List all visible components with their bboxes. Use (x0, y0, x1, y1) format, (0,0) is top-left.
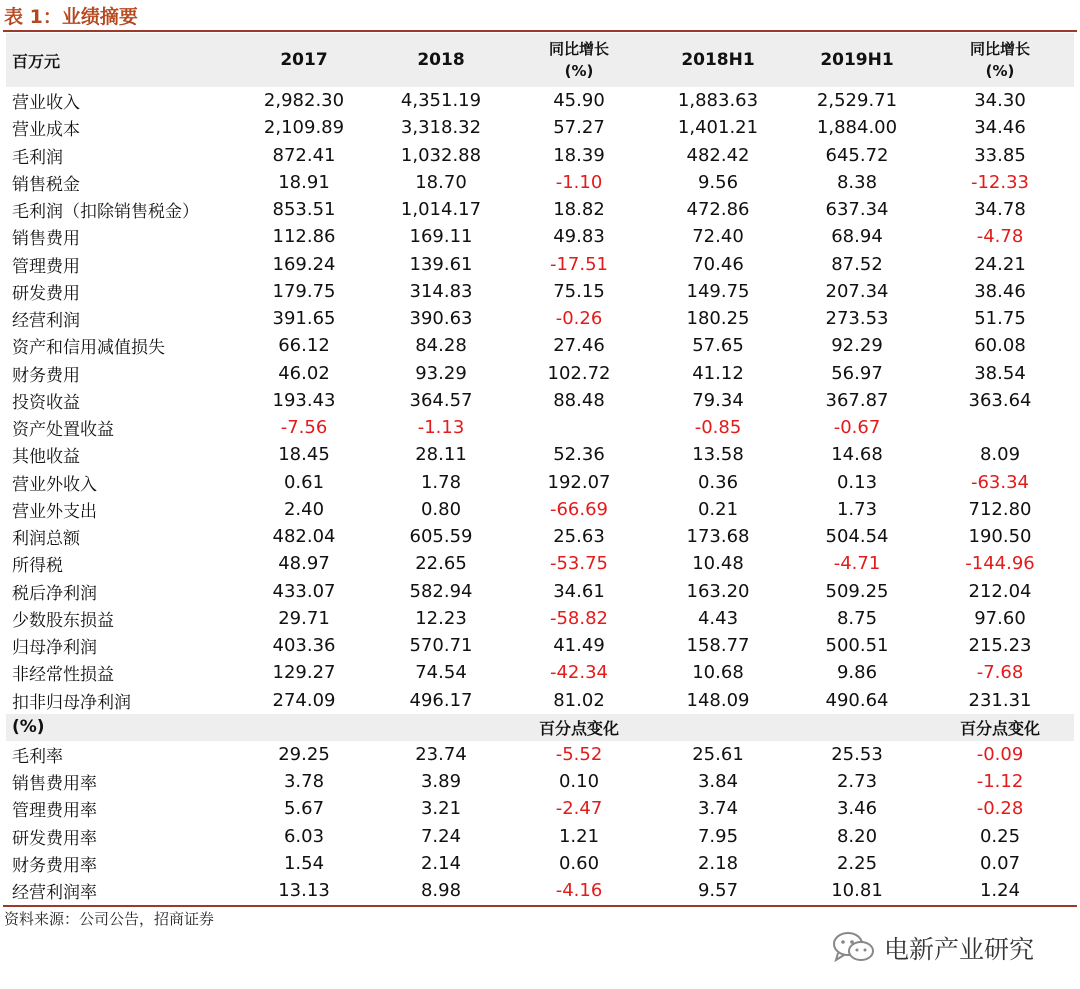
table-title: 表 1：业绩摘要 (4, 6, 138, 28)
cell-value: -1.13 (417, 417, 465, 439)
cell-value: 8.98 (420, 880, 462, 902)
cell-value: -0.09 (976, 743, 1024, 765)
cell-value: 57.65 (692, 335, 744, 357)
cell-value: 66.12 (278, 335, 330, 357)
cell-value: 23.74 (415, 743, 467, 765)
cell-value: 72.40 (692, 226, 744, 248)
subheader-row (6, 714, 1074, 741)
cell-value: 139.61 (409, 253, 473, 275)
cell-value: -7.56 (280, 417, 328, 439)
cell-value: 75.15 (553, 280, 605, 302)
cell-value: 8.38 (836, 171, 878, 193)
cell-value: 25.61 (692, 743, 744, 765)
table-row (6, 741, 1074, 768)
table-row (6, 251, 1074, 278)
row-label: 财务费用 (12, 365, 80, 386)
cell-value: 192.07 (547, 471, 611, 493)
row-label: 财务费用率 (12, 855, 97, 876)
cell-value: 1,883.63 (677, 90, 759, 112)
row-label: 销售费用率 (12, 774, 97, 795)
cell-value: 41.49 (553, 635, 605, 657)
header-h1-yoy-unit: (%) (985, 62, 1015, 80)
watermark (832, 930, 1034, 966)
cell-value: -7.68 (976, 662, 1024, 684)
cell-value: 129.27 (272, 662, 336, 684)
header-yoy-label: 同比增长 (548, 40, 609, 58)
cell-value: 2,529.71 (816, 90, 898, 112)
subheader-label: (%) (12, 717, 45, 738)
row-label: 其他收益 (12, 447, 80, 468)
header-h1-yoy-label: 同比增长 (969, 40, 1030, 58)
row-label: 营业收入 (12, 93, 80, 114)
cell-value: 51.75 (974, 308, 1026, 330)
table-row (6, 768, 1074, 795)
cell-value: 504.54 (825, 526, 889, 548)
cell-value: 207.34 (825, 280, 889, 302)
subheader-cell: 百分点变化 (959, 718, 1040, 738)
row-label: 资产处置收益 (12, 420, 114, 441)
table-row (6, 687, 1074, 714)
cell-value: 18.39 (553, 144, 605, 166)
cell-value: 2,982.30 (263, 90, 345, 112)
cell-value: 18.82 (553, 199, 605, 221)
cell-value: 2.18 (697, 852, 739, 874)
cell-value: 2.73 (836, 771, 878, 793)
cell-value: 3.21 (420, 798, 462, 820)
table-row (6, 605, 1074, 632)
cell-value: 46.02 (278, 362, 330, 384)
cell-value: 872.41 (272, 144, 336, 166)
table-row (6, 823, 1074, 850)
cell-value: 10.68 (692, 662, 744, 684)
cell-value: 87.52 (831, 253, 883, 275)
cell-value: 1.54 (283, 852, 325, 874)
row-label: 非经常性损益 (12, 665, 114, 686)
earnings-summary-table (6, 33, 1074, 904)
bottom-divider (3, 905, 1077, 907)
cell-value: 482.04 (272, 526, 336, 548)
header-col-2017: 2017 (280, 50, 328, 70)
cell-value: 7.95 (697, 825, 739, 847)
cell-value: 367.87 (825, 389, 889, 411)
cell-value: 1,032.88 (400, 144, 482, 166)
cell-value: -63.34 (970, 471, 1030, 493)
cell-value: -58.82 (549, 607, 609, 629)
table-row (6, 305, 1074, 332)
cell-value: 193.43 (272, 389, 336, 411)
cell-value: 38.46 (974, 280, 1026, 302)
cell-value: 68.94 (831, 226, 883, 248)
cell-value: 2.14 (420, 852, 462, 874)
cell-value: 2.25 (836, 852, 878, 874)
cell-value: 7.24 (420, 825, 462, 847)
row-label: 销售费用 (12, 229, 80, 250)
table-row (6, 278, 1074, 305)
row-label: 毛利润（扣除销售税金） (12, 202, 199, 223)
cell-value: 490.64 (825, 689, 889, 711)
cell-value: 314.83 (409, 280, 473, 302)
cell-value: -0.28 (976, 798, 1024, 820)
cell-value: 81.02 (553, 689, 605, 711)
cell-value: 190.50 (968, 526, 1032, 548)
cell-value: 0.60 (558, 852, 600, 874)
cell-value: 645.72 (825, 144, 889, 166)
cell-value: -4.16 (555, 880, 603, 902)
cell-value: -0.85 (694, 417, 742, 439)
cell-value: 582.94 (409, 580, 473, 602)
cell-value: 391.65 (272, 308, 336, 330)
title-divider (3, 30, 1077, 32)
cell-value: 3.84 (697, 771, 739, 793)
cell-value: 148.09 (686, 689, 750, 711)
table-row (6, 632, 1074, 659)
cell-value: 22.65 (415, 553, 467, 575)
cell-value: 70.46 (692, 253, 744, 275)
row-label: 毛利率 (12, 746, 63, 767)
cell-value: 25.53 (831, 743, 883, 765)
cell-value: -4.71 (833, 553, 881, 575)
row-label: 管理费用率 (12, 801, 97, 822)
cell-value: 48.97 (278, 553, 330, 575)
source-note: 资料来源：公司公告，招商证券 (4, 910, 215, 928)
cell-value: 0.80 (420, 498, 462, 520)
cell-value: 212.04 (968, 580, 1032, 602)
cell-value: 12.23 (415, 607, 467, 629)
cell-value: 605.59 (409, 526, 473, 548)
cell-value: 1.21 (558, 825, 600, 847)
table-row (6, 142, 1074, 169)
cell-value: 34.61 (553, 580, 605, 602)
row-label: 营业外收入 (12, 474, 97, 495)
table-row (6, 850, 1074, 877)
row-label: 毛利润 (12, 147, 63, 168)
table-row (6, 877, 1074, 904)
cell-value: 18.91 (278, 171, 330, 193)
cell-value: 28.11 (415, 444, 467, 466)
cell-value: 1.24 (979, 880, 1021, 902)
row-label: 经营利润 (12, 311, 80, 332)
cell-value: -42.34 (549, 662, 609, 684)
cell-value: 149.75 (686, 280, 750, 302)
cell-value: 24.21 (974, 253, 1026, 275)
cell-value: 496.17 (409, 689, 473, 711)
cell-value: 102.72 (547, 362, 611, 384)
cell-value: 92.29 (831, 335, 883, 357)
cell-value: 215.23 (968, 635, 1032, 657)
cell-value: 33.85 (974, 144, 1026, 166)
cell-value: 41.12 (692, 362, 744, 384)
cell-value: -1.12 (976, 771, 1024, 793)
row-label: 利润总额 (12, 529, 80, 550)
row-label: 所得税 (12, 556, 63, 577)
row-label: 少数股东损益 (12, 610, 114, 631)
cell-value: 509.25 (825, 580, 889, 602)
cell-value: 231.31 (968, 689, 1032, 711)
table-row (6, 196, 1074, 223)
cell-value: -1.10 (555, 171, 603, 193)
cell-value: 10.81 (831, 880, 883, 902)
table-row (6, 496, 1074, 523)
wechat-icon (832, 930, 876, 966)
cell-value: 1,014.17 (400, 199, 482, 221)
cell-value: 1,884.00 (816, 117, 898, 139)
cell-value: 9.86 (836, 662, 878, 684)
cell-value: 273.53 (825, 308, 889, 330)
row-label: 经营利润率 (12, 883, 97, 904)
cell-value: 0.36 (697, 471, 739, 493)
row-label: 归母净利润 (12, 638, 97, 659)
cell-value: 6.03 (283, 825, 325, 847)
header-yoy-unit: (%) (564, 62, 594, 80)
row-label: 研发费用率 (12, 828, 97, 849)
cell-value: -2.47 (555, 798, 603, 820)
cell-value: 1.78 (420, 471, 462, 493)
cell-value: 52.36 (553, 444, 605, 466)
row-label: 营业成本 (12, 120, 80, 141)
cell-value (926, 414, 1074, 441)
cell-value: 570.71 (409, 635, 473, 657)
cell-value: 364.57 (409, 389, 473, 411)
cell-value: 0.25 (979, 825, 1021, 847)
subheader-cell: 百分点变化 (538, 718, 619, 738)
cell-value: 5.67 (283, 798, 325, 820)
cell-value: 2,109.89 (263, 117, 345, 139)
cell-value: 8.20 (836, 825, 878, 847)
cell-value: 3.89 (420, 771, 462, 793)
cell-value: 29.25 (278, 743, 330, 765)
header-col-2018: 2018 (417, 50, 465, 70)
cell-value: 390.63 (409, 308, 473, 330)
table-row (6, 578, 1074, 605)
table-row (6, 169, 1074, 196)
row-label: 管理费用 (12, 256, 80, 277)
cell-value: 0.61 (283, 471, 325, 493)
header-col-2019h1: 2019H1 (820, 50, 894, 70)
cell-value: 34.78 (974, 199, 1026, 221)
watermark-text: 电新产业研究 (884, 935, 1035, 964)
cell-value: 163.20 (686, 580, 750, 602)
table-header-row (6, 33, 1074, 87)
cell-value: 13.58 (692, 444, 744, 466)
cell-value: 180.25 (686, 308, 750, 330)
cell-value: 1.73 (836, 498, 878, 520)
cell-value: 0.10 (558, 771, 600, 793)
cell-value: 13.13 (278, 880, 330, 902)
cell-value: 45.90 (553, 90, 605, 112)
row-label: 税后净利润 (12, 583, 97, 604)
cell-value: 482.42 (686, 144, 750, 166)
table-row (6, 223, 1074, 250)
cell-value: 0.21 (697, 498, 739, 520)
cell-value: 179.75 (272, 280, 336, 302)
cell-value: -66.69 (549, 498, 609, 520)
cell-value: -144.96 (965, 553, 1035, 575)
cell-value: 3.78 (283, 771, 325, 793)
subheader-cell (236, 714, 372, 741)
cell-value: 0.13 (836, 471, 878, 493)
cell-value: 97.60 (974, 607, 1026, 629)
table-row (6, 414, 1074, 441)
cell-value: 84.28 (415, 335, 467, 357)
cell-value: 712.80 (968, 498, 1032, 520)
cell-value: 472.86 (686, 199, 750, 221)
cell-value: 29.71 (278, 607, 330, 629)
cell-value: 158.77 (686, 635, 750, 657)
cell-value: 49.83 (553, 226, 605, 248)
row-label: 扣非归母净利润 (12, 692, 131, 713)
table-row (6, 387, 1074, 414)
cell-value: 27.46 (553, 335, 605, 357)
cell-value: 169.24 (272, 253, 336, 275)
table-row (6, 114, 1074, 141)
cell-value: 34.30 (974, 90, 1026, 112)
cell-value: 3.74 (697, 798, 739, 820)
cell-value: -0.26 (555, 308, 603, 330)
cell-value: 403.36 (272, 635, 336, 657)
table-row (6, 469, 1074, 496)
subheader-cell (788, 714, 926, 741)
header-col-2018h1: 2018H1 (681, 50, 755, 70)
subheader-cell (648, 714, 788, 741)
cell-value: 8.75 (836, 607, 878, 629)
table-row (6, 87, 1074, 114)
row-label: 销售税金 (12, 174, 80, 195)
header-col-yoy (510, 33, 648, 87)
table-body (6, 87, 1074, 904)
header-col-h1-yoy (926, 33, 1074, 87)
cell-value: -0.67 (833, 417, 881, 439)
cell-value: 500.51 (825, 635, 889, 657)
cell-value: 74.54 (415, 662, 467, 684)
row-label: 资产和信用减值损失 (12, 338, 165, 359)
header-unit-label: 百万元 (12, 51, 61, 71)
cell-value: 112.86 (272, 226, 336, 248)
cell-value: -4.78 (976, 226, 1024, 248)
row-label: 营业外支出 (12, 501, 97, 522)
cell-value: -12.33 (970, 171, 1030, 193)
cell-value: 9.56 (697, 171, 739, 193)
cell-value: -5.52 (555, 743, 603, 765)
cell-value: 88.48 (553, 389, 605, 411)
cell-value: 2.40 (283, 498, 325, 520)
cell-value: 56.97 (831, 362, 883, 384)
cell-value: 57.27 (553, 117, 605, 139)
cell-value: 93.29 (415, 362, 467, 384)
row-label: 研发费用 (12, 283, 80, 304)
cell-value: -17.51 (549, 253, 609, 275)
subheader-cell (372, 714, 510, 741)
cell-value: 60.08 (974, 335, 1026, 357)
cell-value: 274.09 (272, 689, 336, 711)
table-row (6, 332, 1074, 359)
cell-value: -53.75 (549, 553, 609, 575)
cell-value: 38.54 (974, 362, 1026, 384)
cell-value: 637.34 (825, 199, 889, 221)
cell-value: 10.48 (692, 553, 744, 575)
cell-value: 4.43 (697, 607, 739, 629)
cell-value: 9.57 (697, 880, 739, 902)
cell-value: 853.51 (272, 199, 336, 221)
table-row (6, 659, 1074, 686)
cell-value: 25.63 (553, 526, 605, 548)
cell-value: 3.46 (836, 798, 878, 820)
cell-value: 169.11 (409, 226, 473, 248)
cell-value: 34.46 (974, 117, 1026, 139)
cell-value: 0.07 (979, 852, 1021, 874)
cell-value: 3,318.32 (400, 117, 482, 139)
cell-value: 18.45 (278, 444, 330, 466)
cell-value: 18.70 (415, 171, 467, 193)
cell-value (510, 414, 648, 441)
table-row (6, 550, 1074, 577)
cell-value: 433.07 (272, 580, 336, 602)
cell-value: 363.64 (968, 389, 1032, 411)
cell-value: 173.68 (686, 526, 750, 548)
cell-value: 14.68 (831, 444, 883, 466)
cell-value: 8.09 (979, 444, 1021, 466)
row-label: 投资收益 (12, 392, 80, 413)
cell-value: 4,351.19 (400, 90, 482, 112)
table-row (6, 795, 1074, 822)
table-row (6, 441, 1074, 468)
table-row (6, 360, 1074, 387)
cell-value: 79.34 (692, 389, 744, 411)
cell-value: 1,401.21 (677, 117, 759, 139)
table-row (6, 523, 1074, 550)
